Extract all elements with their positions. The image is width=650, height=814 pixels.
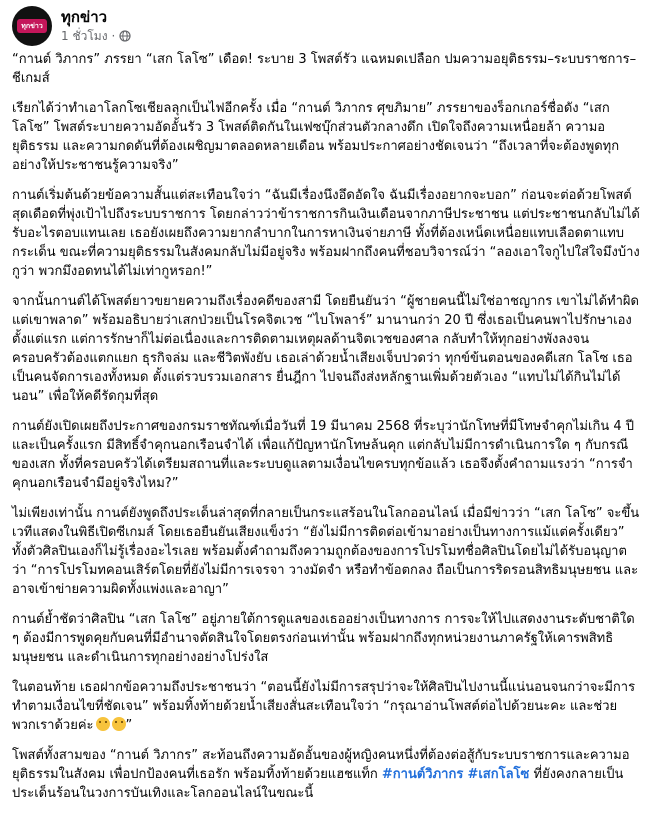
hashtag-link[interactable]: #กานต์วิภากร — [381, 767, 464, 782]
hashtag-link[interactable]: #เสกโลโซ — [467, 767, 530, 782]
post-paragraph: ไม่เพียงเท่านั้น กานต์ยังพูดถึงประเด็นล่าสุดที่กลายเป็นกระแสร้อนในโลกออนไลน์ เมื่อมีข่าวว่า “เสก โลโซ” จะขึ้นเวทีแสดงในพิธีเปิดซีเกมส์ โดยเธอยืนยันเสียงแข็งว่า “ยังไม่มีการติดต่อเข้ามาอย่างเป็นทางการแม้แต่ครั้งเดียว” ทั้งตัวศิลปินเองก็ไม่รู้เรื่องอะไรเลย พร้อมตั้งคำถามถึงความถูกต้องของการโปรโมทชื่อศิลปินโดยไม่ได้รับอนุญาตว่า “การโปรโมทคอนเสิร์ตโดยที่ยังไม่มีการเจรจา วางมัดจำ หรือทำข้อตกลง ถือเป็นการริดรอนสิทธิมนุษยชน และอาจเข้าข่ายความผิดทั้งแพ่งและอาญา” — [12, 506, 640, 597]
page-name-link[interactable]: ทุกข่าว — [61, 8, 108, 26]
globe-icon[interactable] — [119, 30, 131, 42]
page-logo: ทุกข่าว — [17, 19, 47, 33]
post-paragraph-headline: “กานต์ วิภากร” ภรรยา “เสก โลโซ” เดือด! ระบาย 3 โพสต์รัว แฉหมดเปลือก ปมความอยุติธรรม–ระบบราชการ–ชีเกมส์ — [12, 52, 637, 86]
post-meta — [61, 8, 131, 44]
crying-face-emoji-icon — [96, 717, 110, 731]
post-header — [12, 6, 131, 46]
post-time-link[interactable]: 1 ชั่วโมง — [61, 29, 108, 43]
post-paragraph: จากนั้นกานต์ได้โพสต์ยาวขยายความถึงเรื่องคดีของสามี โดยยืนยันว่า “ผู้ชายคนนี้ไม่ใช่อาชญากร เขาไม่ได้ทำผิด แต่เขาพลาด” พร้อมอธิบายว่าเสกป่วยเป็นโรคจิตเวช “ไบโพลาร์” มานานกว่า 20 ปี ซึ่งเธอเป็นคนพาไปรักษาเองตั้งแต่แรก แต่การรักษาก็ไม่ต่อเนื่องและการติดตามเหตุผลด้านจิตเวชของศาล กลับทำให้ทุกอย่างพังลงจนครอบครัวต้องแตกแยก ธุรกิจล่ม และชีวิตพังยับ เธอเล่าด้วยน้ำเสียงเจ็บปวดว่า ทุกข์ข้นตอนของคดีเสก โลโซ เธอเป็นคนจัดการเองทั้งหมด ตั้งแต่รวบรวมเอกสาร ยื่นฎีกา ไปจนถึงส่งหลักฐานเพิ่มด้วยตัวเอง “แทบไม่ได้กินไม่ได้นอน” เพื่อให้คดีรัดกุมที่สุด — [12, 294, 639, 404]
separator-dot: · — [111, 29, 116, 43]
post-text: ในตอนท้าย เธอฝากข้อความถึงประชาชนว่า “ตอนนี้ยังไม่มีการสรุปว่าจะให้ศิลปินไปงานนี้แน่นอนจนกว่าจะมีการทำตามเงื่อนไขที่ชัดเจน” พร้อมทิ้งท้ายด้วยน้ำเสียงสั่นสะเทือนใจว่า “กรุณาอ่านโพสต์ต่อไปด้วยนะคะ และช่วยพวกเราด้วยค่ะ — [12, 680, 636, 733]
post-paragraph — [12, 746, 640, 803]
crying-face-emoji-icon — [112, 717, 126, 731]
post-body — [12, 50, 640, 814]
post-text: ที่ยังคงกลายเป็นประเด็นร้อนในวงการบันเทิงและโลกออนไลน์ในขณะนี้ — [12, 767, 624, 801]
post-paragraph: ในตอนท้าย เธอฝากข้อความถึงประชาชนว่า “ตอนนี้ยังไม่มีการสรุปว่าจะให้ศิลปินไปงานนี้แน่นอนจนกว่าจะมีการทำตามเงื่อนไขที่ชัดเจน” พร้อมทิ้งท้ายด้วยน้ำเสียงสั่นสะเทือนใจว่า “กรุณาอ่านโพสต์ต่อไปด้วยนะคะ และช่วยพวกเราด้วยค่ะ ” — [12, 680, 636, 733]
post-paragraph: เรียกได้ว่าทำเอาโลกโซเชียลลุกเป็นไฟอีกครั้ง เมื่อ “กานต์ วิภากร ศุขภิมาย” ภรรยาของร็อกเกอร์ชื่อดัง “เสก โลโซ” โพสต์ระบายความอัดอั้นรัว 3 โพสต์ติดกันในเฟซบุ๊กส่วนตัวกลางดึก เปิดใจถึงความเหนื่อยล้า ความอยุติธรรม และความกดดันที่ต้องเผชิญมาตลอดหลายเดือน พร้อมประกาศอย่างชัดเจนว่า “ถึงเวลาที่จะต้องพูดทุกอย่างให้ประชาชนรู้ความจริง” — [12, 101, 620, 173]
post-timestamp — [61, 28, 131, 44]
post-paragraph: กานต์เริ่มต้นด้วยข้อความสั้นแต่สะเทือนใจว่า “ฉันมีเรื่องนึงอึดอัดใจ ฉันมีเรื่องอยากจะบอก” ก่อนจะต่อด้วยโพสต์สุดเดือดที่พุ่งเป้าไปถึงระบบราชการ โดยกล่าวว่าข้าราชการกินเงินเดือนจากภาษีประชาชน แต่ประชาชนกลับไม่ได้รับอะไรตอบแทนเลย เธอยังเผยถึงความยากลำบากในการหาเงินจ่ายภาษี ทั้งที่ต้องเหน็ดเหนื่อยแทบเลือดตาแทบกระเด็น ขณะที่ความยุติธรรมในสังคมกลับไม่มีอยู่จริง พร้อมฝากถึงคนที่ชอบวิจารณ์ว่า “ลองเอาใจกูไปใส่ใจมึงบ้าง กูว่า พวกมึงอดทนได้ไม่เท่ากูหรอก!” — [12, 188, 640, 279]
post-paragraph: กานต์ยังเปิดเผยถึงประกาศของกรมราชทัณฑ์เมื่อวันที่ 19 มีนาคม 2568 ที่ระบุว่านักโทษที่มีโทษจำคุกไม่เกิน 4 ปี และเป็นครั้งแรก มีสิทธิ์จำคุกนอกเรือนจำได้ เพื่อแก้ปัญหานักโทษล้นคุก แต่กลับไม่มีการดำเนินการใด ๆ กับกรณีของเสก ทั้งที่ครอบครัวได้เตรียมสถานที่และระบบดูแลตามเงื่อนไขครบทุกข้อแล้ว เธอจึงตั้งคำถามแรงว่า “การจำคุกนอกเรือนจำมีอยู่จริงไหม?” — [12, 419, 634, 491]
page-avatar[interactable] — [12, 6, 52, 46]
post-text: โพสต์ทั้งสามของ “กานต์ วิภากร” สะท้อนถึงความอัดอั้นของผู้หญิงคนหนึ่งที่ต้องต่อสู้กับระบบราชการและความอยุติธรรมในสังคม เพื่อปกป้องคนที่เธอรัก พร้อมทิ้งท้ายด้วยแฮชแท็ก — [12, 748, 630, 782]
post-paragraph: กานต์ย้ำชัดว่าศิลปิน “เสก โลโซ” อยู่ภายใต้การดูแลของเธออย่างเป็นทางการ การจะให้ไปแสดงงานระดับชาติใด ๆ ต้องมีการพูดคุยกับคนที่มีอำนาจตัดสินใจโดยตรงก่อนเท่านั้น พร้อมฝากถึงทุกหน่วยงานภาครัฐให้เคารพสิทธิมนุษยชน และดำเนินการทุกอย่างอย่างโปร่งใส — [12, 612, 635, 665]
